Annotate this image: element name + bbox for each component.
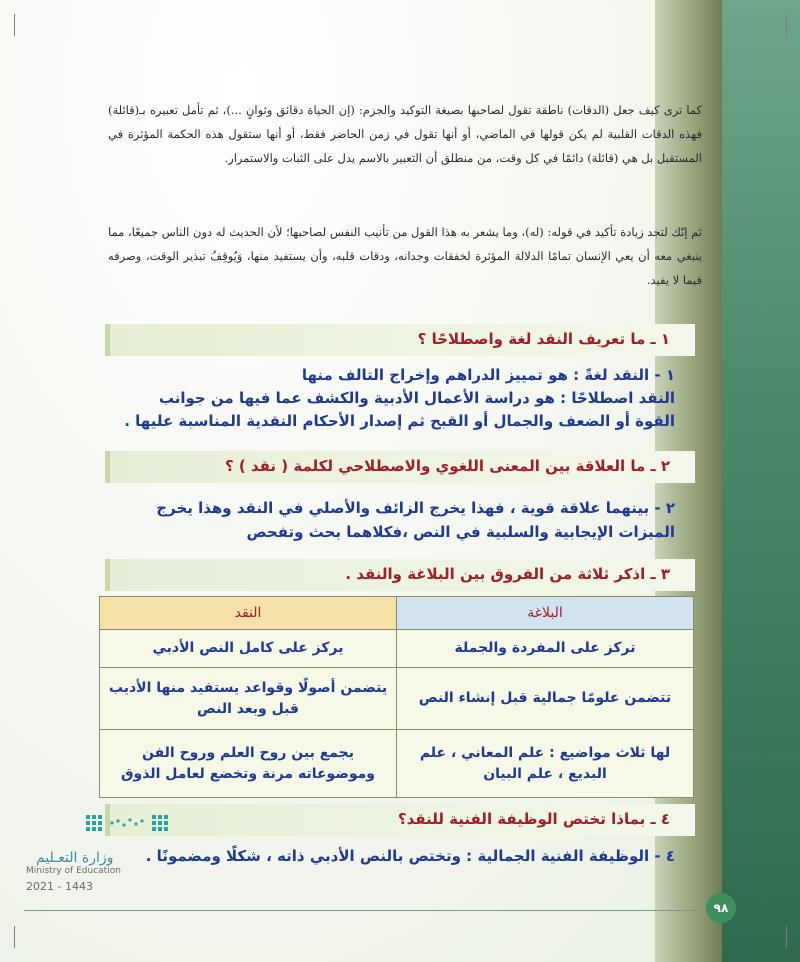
page-number: ٩٨ <box>706 893 736 923</box>
table-row <box>100 730 694 798</box>
answer-1-line-3: القوة أو الضعف والجمال أو القبح ثم إصدار الأحكام النقدية المناسبة عليها . <box>124 412 675 430</box>
table-cell: تتضمن علومًا جمالية قبل إنشاء النص <box>397 668 694 730</box>
answer-2-line-2: الميزات الإيجابية والسلبية في النص ،فكلاهما بحث وتفحص <box>246 523 675 541</box>
table-cell: يركز على كامل النص الأدبي <box>100 630 397 668</box>
comparison-table <box>99 596 694 798</box>
footer-rule <box>24 910 714 911</box>
ministry-name-english: Ministry of Education <box>26 866 121 876</box>
green-edge-strip <box>722 0 800 962</box>
crop-mark <box>14 14 15 36</box>
question-4: ٤ ـ بماذا تختص الوظيفة الفنية للنقد؟ <box>397 810 670 828</box>
answer-4: ٤ - الوظيفة الفنية الجمالية : وتختص بالنص الأدبي ذاته ، شكلًا ومضمونًا . <box>145 847 675 865</box>
edition-year: 2021 - 1443 <box>26 880 93 893</box>
answer-1-line-1: ١ - النقد لغةً : هو تمييز الدراهم وإخراج التالف منها <box>301 366 675 384</box>
ministry-logo-icon <box>82 811 178 841</box>
table-row <box>100 668 694 730</box>
intro-paragraph-2: ثم إنّك لتجد زيادة تأكيد في قوله: (له)، وما يشعر به هذا القول من تأنيب النفس لصاحبها؛ لأن الحديث له دون الناس جميعًا، مما ينبغي معه أن يعي الإنسان تمامًا الدلالة المؤثرة لخفقات وجدانه، ودقات قلبه، وأن يستفيد منها، وَيُوقِفُ تبذير الوقت، وصرفه فيما لا يفيد. <box>108 225 702 287</box>
table-header-row <box>100 597 694 630</box>
intro-paragraph-1: كما ترى كيف جعل (الدقات) ناطقة تقول لصاحبها بصيغة التوكيد والجزم: (إن الحياة دقائق وثوانٍ ...)، ثم تأمل تعبيره بـ(قائلة) فهذه الدقات القلبية لم يكن قولها في الماضي، أو أنها تقول في زمن الحاضر فقط، أو أنها ستقول هذه الحكمة المؤثرة في المستقبل بل هي (قائلة) دائمًا في كل وقت، من منطلق أن التعبير بالاسم يدل على الثبات والاستمرار. <box>108 103 702 165</box>
ministry-name-arabic: وزارة التعـليم <box>36 850 114 866</box>
table-cell: تركز على المفردة والجملة <box>397 630 694 668</box>
answer-1-line-2: النقد اصطلاحًا : هو دراسة الأعمال الأدبية والكشف عما فيها من جوانب <box>158 389 675 407</box>
table-header-rhetoric: البلاغة <box>397 597 694 630</box>
table-header-criticism: النقد <box>100 597 397 630</box>
crop-mark <box>786 926 787 948</box>
table-cell: يتضمن أصولًا وقواعد يستفيد منها الأديب قبل وبعد النص <box>100 668 397 730</box>
crop-mark <box>786 14 787 36</box>
table-cell: لها ثلاث مواضيع : علم المعاني ، علم البديع ، علم البيان <box>397 730 694 798</box>
crop-mark <box>14 926 15 948</box>
question-3: ٣ ـ اذكر ثلاثة من الفروق بين البلاغة والنقد . <box>345 565 670 583</box>
question-1: ١ ـ ما تعريف النقد لغة واصطلاحًا ؟ <box>417 330 670 348</box>
table-cell: يجمع بين روح العلم وروح الفن وموضوعاته مرنة وتخضع لعامل الذوق <box>100 730 397 798</box>
table-row <box>100 630 694 668</box>
answer-2-line-1: ٢ - بينهما علاقة قوية ، فهذا يخرج الزائف والأصلي في النقد وهذا يخرج <box>156 499 675 517</box>
question-2: ٢ ـ ما العلاقة بين المعنى اللغوي والاصطلاحي لكلمة ( نقد ) ؟ <box>224 457 670 475</box>
